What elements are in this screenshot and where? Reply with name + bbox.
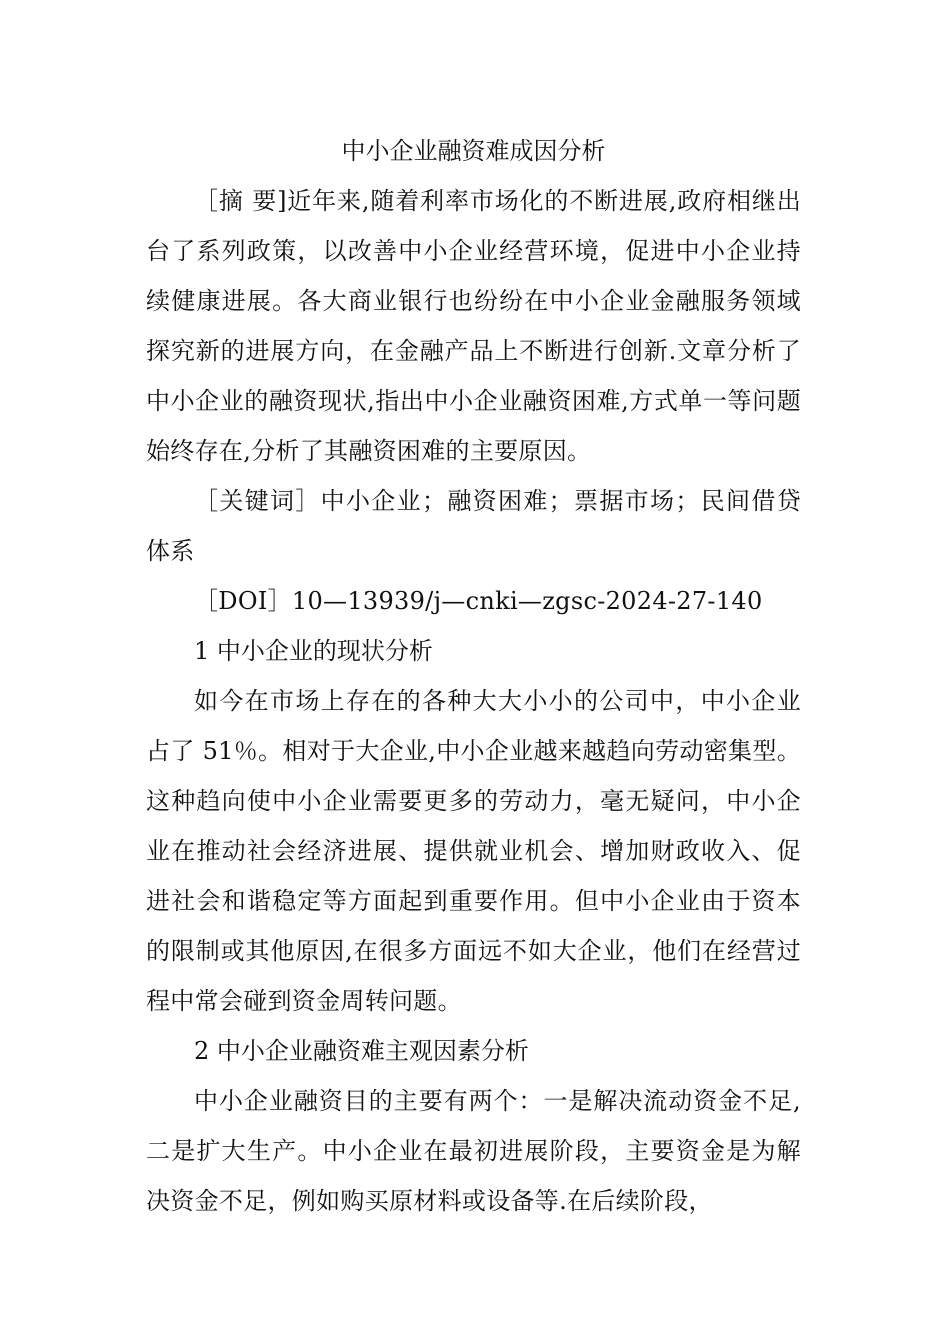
abstract-paragraph: ［摘 要]近年来,随着利率市场化的不断进展,政府相继出台了系列政策，以改善中小企业经营环境，促进中小企业持续健康进展。各大商业银行也纷纷在中小企业金融服务领域探究新的进展方向，在金融产品上不断进行创新.文章分析了中小企业的融资现状,指出中小企业融资困难,方式单一等问题始终存在,分析了其融资困难的主要原因。 bbox=[146, 187, 801, 465]
section-2-heading: 2 中小企业融资难主观因素分析 bbox=[194, 1037, 529, 1065]
section-1-heading: 1 中小企业的现状分析 bbox=[194, 637, 433, 665]
section-2-body: 中小企业融资目的主要有两个：一是解决流动资金不足,二是扩大生产。中小企业在最初进展阶段，主要资金是为解决资金不足，例如购买原材料或设备等.在后续阶段， bbox=[146, 1087, 801, 1215]
keywords-paragraph: ［关键词］中小企业；融资困难；票据市场；民间借贷体系 bbox=[146, 487, 801, 565]
document-page bbox=[146, 126, 801, 1226]
section-1-body: 如今在市场上存在的各种大大小小的公司中，中小企业占了 51％。相对于大企业,中小企业越来越趋向劳动密集型。这种趋向使中小企业需要更多的劳动力，毫无疑问，中小企业在推动社会经济进展、提供就业机会、增加财政收入、促进社会和谐稳定等方面起到重要作用。但中小企业由于资本的限制或其他原因,在很多方面远不如大企业，他们在经营过程中常会碰到资金周转问题。 bbox=[146, 687, 801, 1015]
doi-line: ［DOI］10—13939/j—cnki—zgsc-2024-27-140 bbox=[194, 587, 763, 615]
document-title: 中小企业融资难成因分析 bbox=[341, 137, 606, 165]
